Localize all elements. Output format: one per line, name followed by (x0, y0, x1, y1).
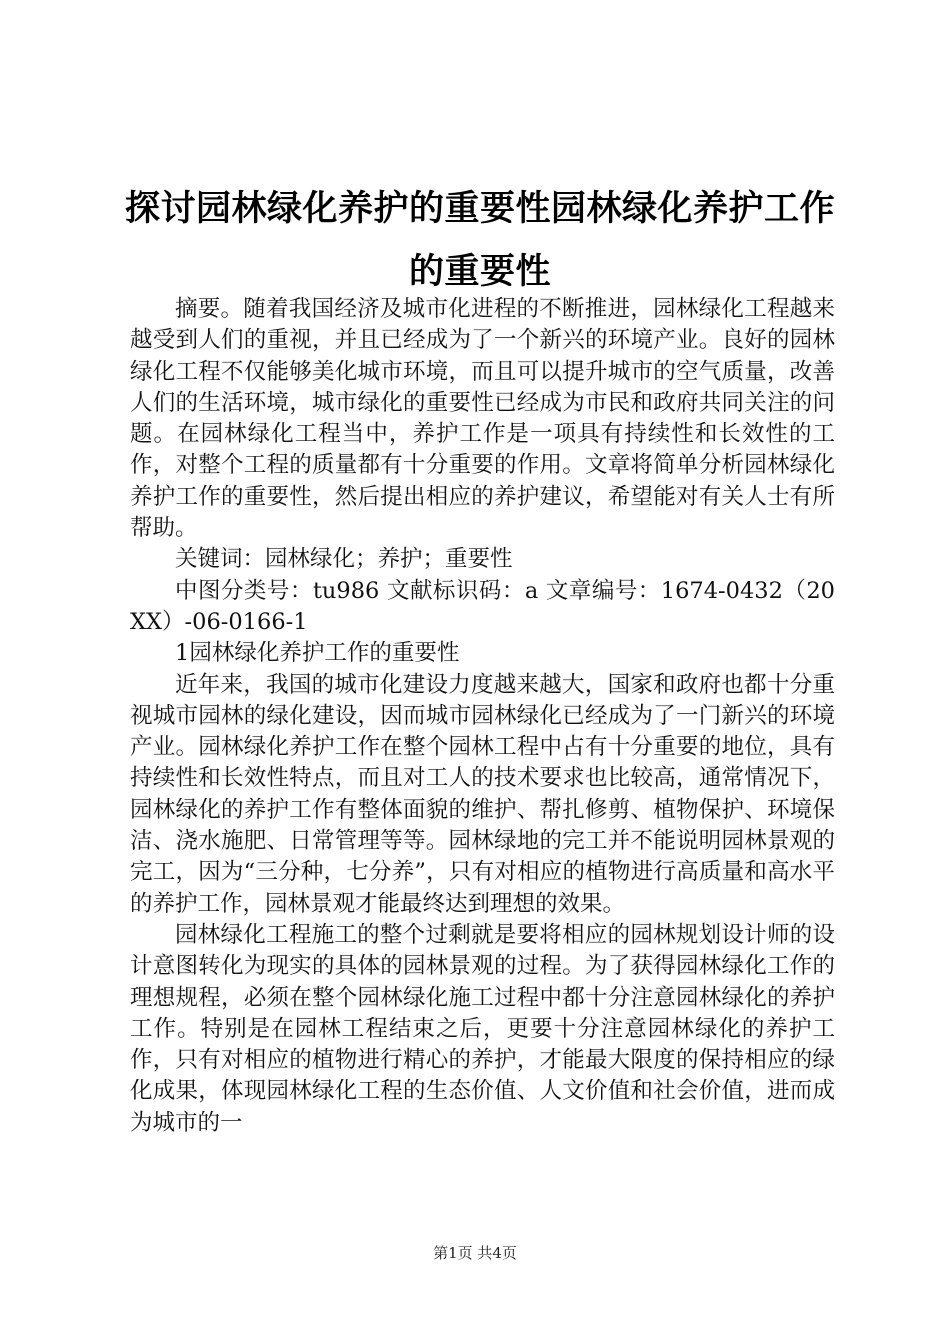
abstract-paragraph: 摘要。随着我国经济及城市化进程的不断推进，园林绿化工程越来越受到人们的重视，并且已经成为了一个新兴的环境产业。良好的园林绿化工程不仅能够美化城市环境，而且可以提升城市的空气质量，改善人们的生活环境，城市绿化的重要性已经成为市民和政府共同关注的问题。在园林绿化工程当中，养护工作是一项具有持续性和长效性的工作，对整个工程的质量都有十分重要的作用。文章将简单分析园林绿化养护工作的重要性，然后提出相应的养护建议，希望能对有关人士有所帮助。 (130, 296, 835, 542)
classification-line: 中图分类号：tu986 文献标识码：a 文章编号：1674-0432（20XX）-06-0166-1 (130, 577, 835, 635)
body-paragraph-2: 园林绿化工程施工的整个过剩就是要将相应的园林规划设计师的设计意图转化为现实的具体的园林景观的过程。为了获得园林绿化工作的理想规程，必须在整个园林绿化施工过程中都十分注意园林绿化的养护工作。特别是在园林工程结束之后，更要十分注意园林绿化的养护工作，只有对相应的植物进行精心的养护，才能最大限度的保持相应的绿化成果，体现园林绿化工程的生态价值、人文价值和社会价值，进而成为城市的一 (130, 921, 835, 1136)
keywords-line: 关键词：园林绿化；养护；重要性 (175, 546, 513, 573)
body-paragraph-1: 近年来，我国的城市化建设力度越来越大，国家和政府也都十分重视城市园林的绿化建设，因而城市园林绿化已经成为了一门新兴的环境产业。园林绿化养护工作在整个园林工程中占有十分重要的地位，具有持续性和长效性特点，而且对工人的技术要求也比较高，通常情况下，园林绿化的养护工作有整体面貌的维护、帮扎修剪、植物保护、环境保洁、浇水施肥、日常管理等等。园林绿地的完工并不能说明园林景观的完工，因为“三分种，七分养”，只有对相应的植物进行高质量和高水平的养护工作，园林景观才能最终达到理想的效果。 (130, 671, 835, 917)
page-number-footer: 第1页 共4页 (433, 1244, 517, 1262)
section-heading: 1园林绿化养护工作的重要性 (175, 640, 460, 667)
document-title: 探讨园林绿化养护的重要性园林绿化养护工作的重要性 (124, 189, 835, 292)
document-body (130, 294, 835, 1139)
